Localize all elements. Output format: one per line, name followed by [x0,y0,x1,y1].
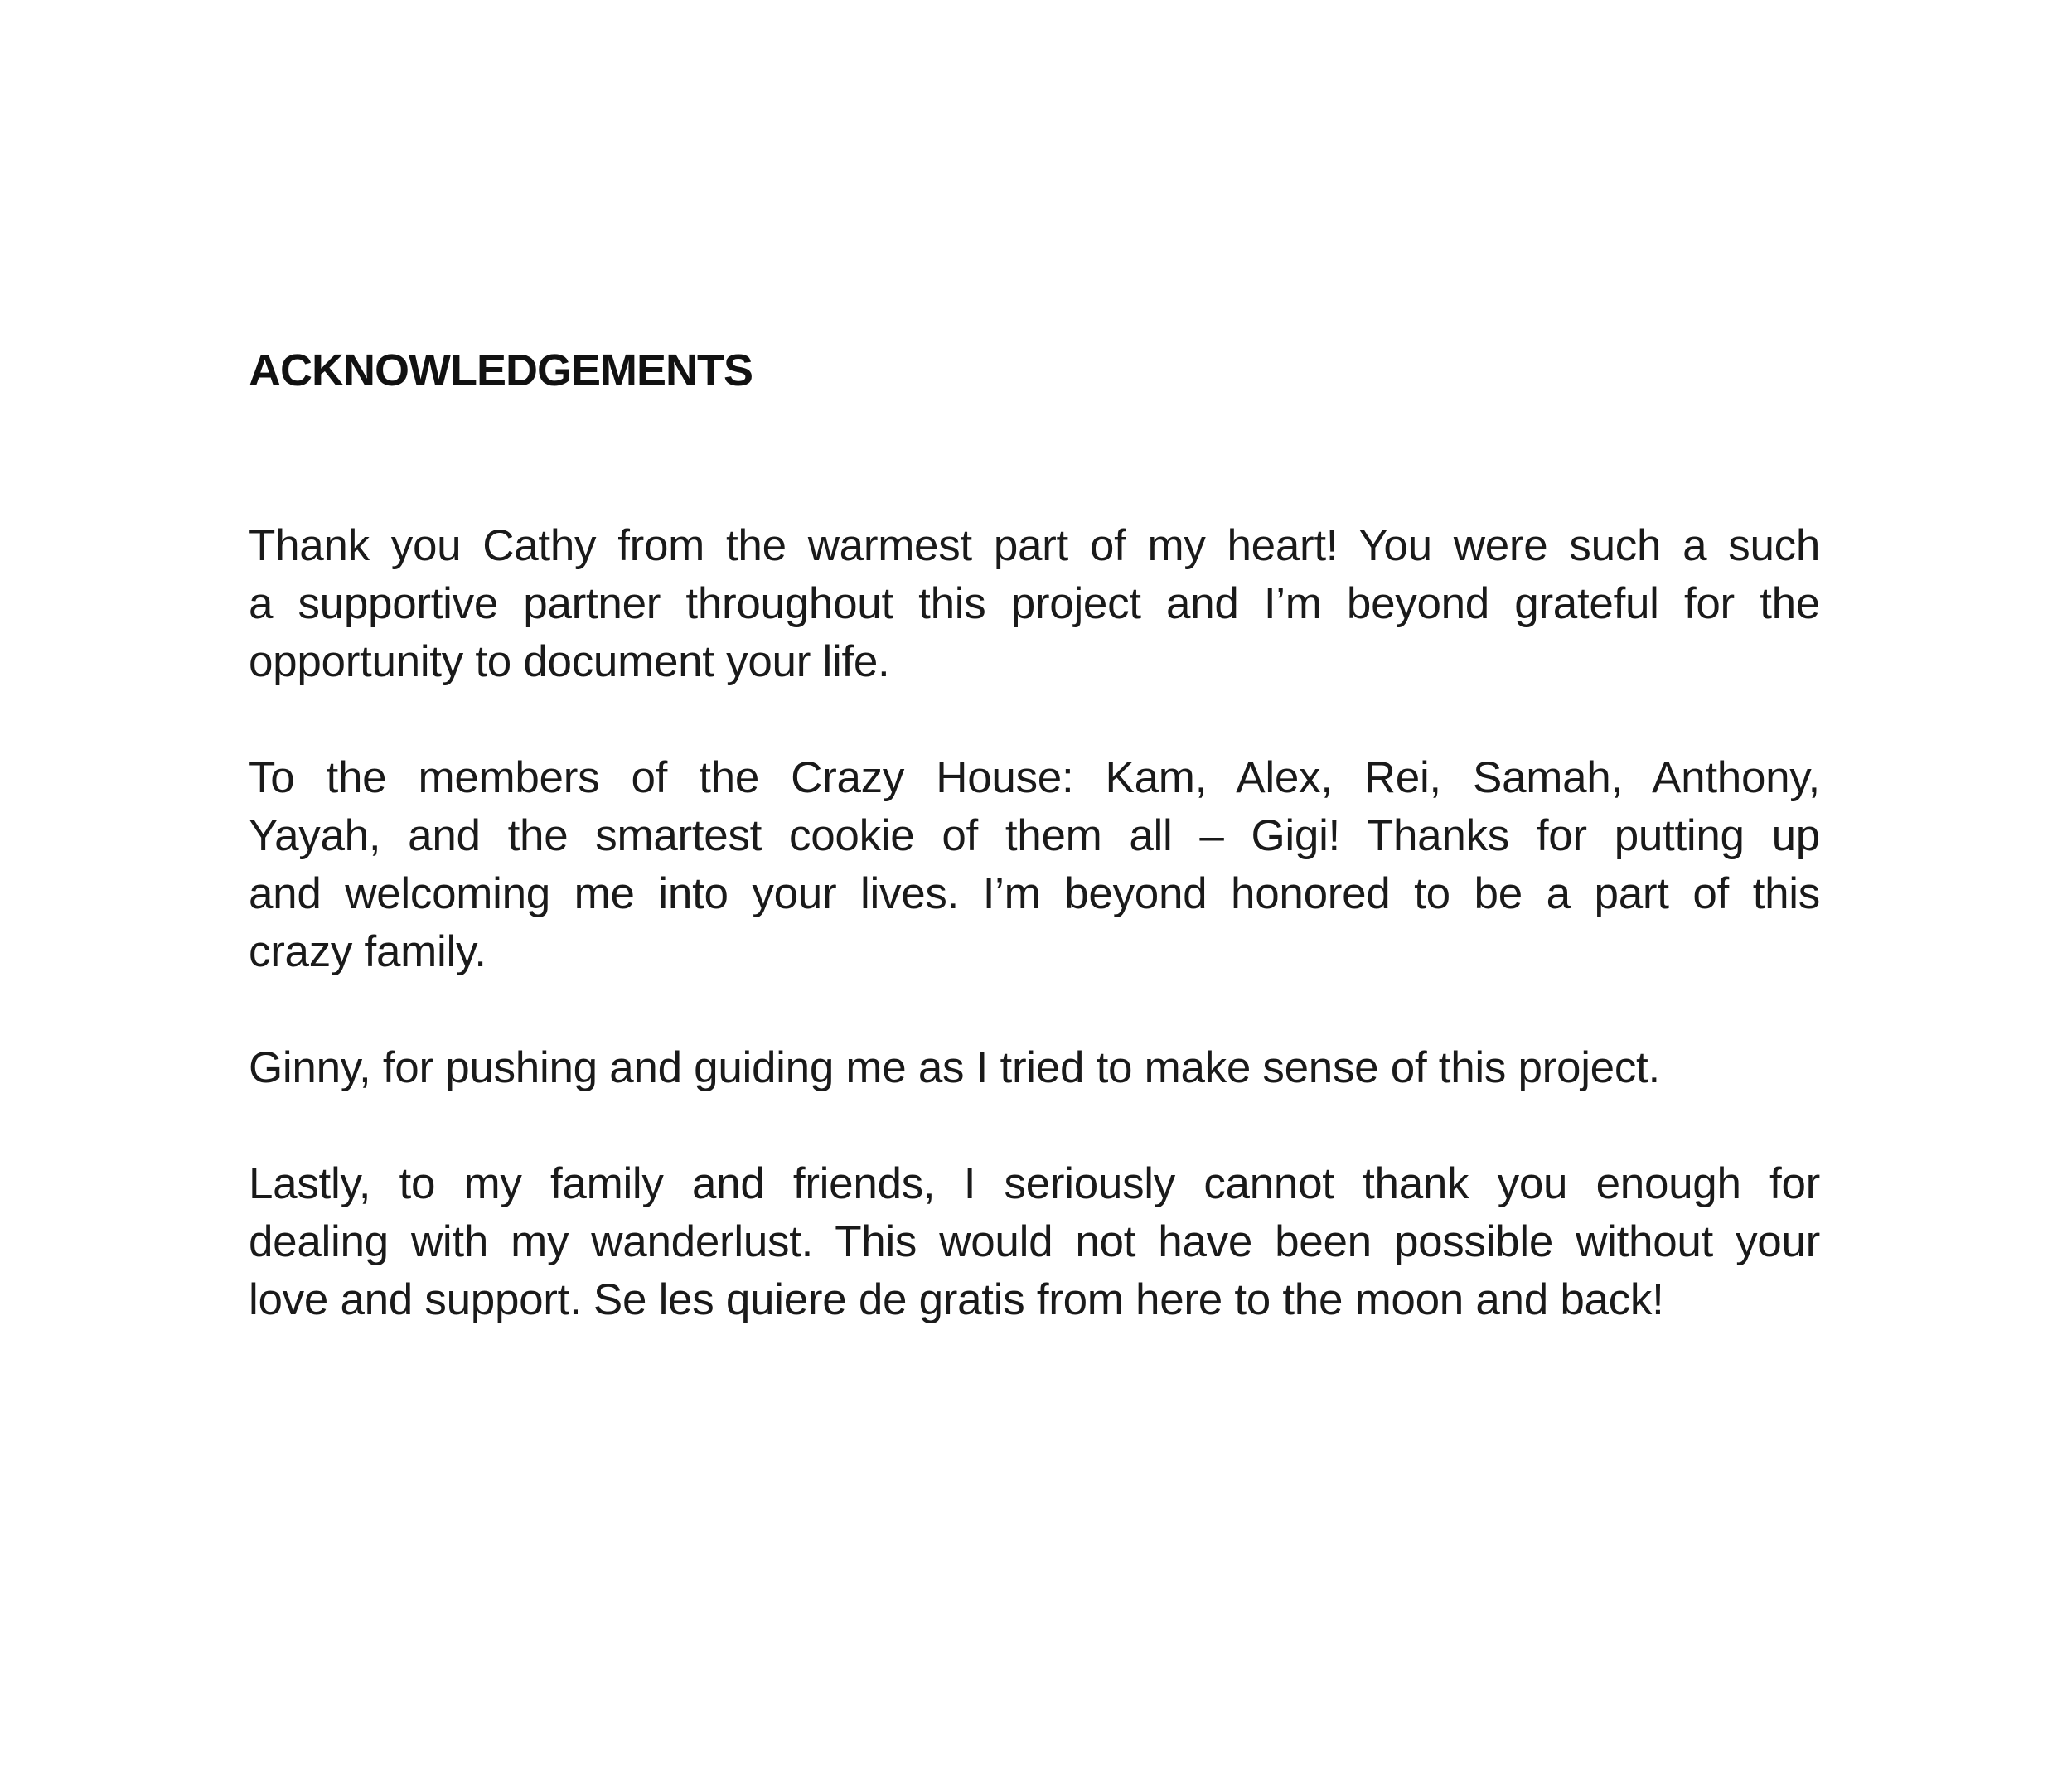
paragraph-line: and welcoming me into your lives. I’m beyond honored to be a part of this [249,869,1820,918]
paragraph-line: Lastly, to my family and friends, I seriously cannot thank you enough for [249,1159,1820,1208]
paragraph-line: a supportive partner throughout this project and I’m beyond grateful for the [249,579,1820,628]
paragraph-cathy [249,517,1820,691]
paragraph-line: love and support. Se les quiere de gratis from here to the moon and back! [249,1275,1664,1324]
paragraph-line: Yayah, and the smartest cookie of them all – Gigi! Thanks for putting up [249,811,1820,860]
paragraph-line: dealing with my wanderlust. This would not have been possible without your [249,1217,1820,1266]
paragraph-line: Ginny, for pushing and guiding me as I tried to make sense of this project. [249,1043,1660,1092]
paragraph-line: crazy family. [249,927,487,976]
page-title: ACKNOWLEDGEMENTS [249,346,753,395]
paragraph-line: To the members of the Crazy House: Kam, Alex, Rei, Samah, Anthony, [249,753,1820,802]
paragraph-family-friends [249,1155,1820,1329]
paragraph-ginny [249,1039,1820,1097]
acknowledgements-page [249,348,1820,1387]
paragraph-crazy-house [249,749,1820,981]
paragraph-line: Thank you Cathy from the warmest part of my heart! You were such a such [249,521,1820,570]
paragraph-line: opportunity to document your life. [249,637,890,686]
